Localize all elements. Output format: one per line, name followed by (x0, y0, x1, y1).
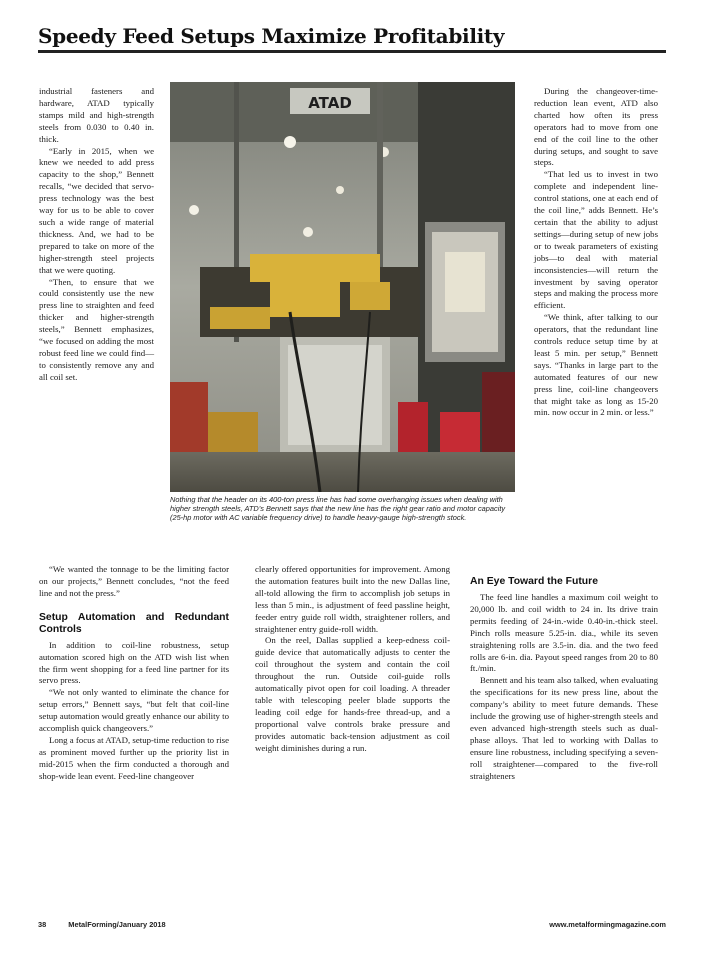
paragraph: Long a focus at ATAD, setup-time reduction to rise as prominent moved further up the priority list in mid-2015 when the firm conducted a thorough and shop-wide lean event. Feed-line changeover (39, 734, 229, 781)
section-heading: Setup Automation and Redundant Controls (39, 611, 229, 635)
page-title: Speedy Feed Setups Maximize Profitability (38, 24, 505, 48)
column-2 (255, 564, 450, 755)
paragraph: “Early in 2015, when we knew we needed to add press capacity to the shop,” Bennett recalls, “we decided that servo-press technology was the best way for us to be able to cover such a wide range of material thickness. And, we had to be prepared to take on more of the higher-strength steel projects that we were quoting. (39, 145, 154, 275)
paragraph: clearly offered opportunities for improvement. Among the automation features built into the new Dallas line, all-told allowing the firm to accomplish job setups in less than 5 min., is adjustment of feed passline height, feeder entry guide roll width, straightener rollers, and straightener entry guide-roll width. (255, 564, 450, 634)
column-1 (39, 86, 154, 384)
paragraph: “Then, to ensure that we could consistently use the new press line to straighten and feed thicker and higher-strength steels,” Bennett emphasizes, “we focused on adding the most robust feed line we could find—to consistently remove any and all coil set. (39, 276, 154, 382)
publication-issue: MetalForming/January 2018 (68, 920, 166, 929)
paragraph: Bennett and his team also talked, when evaluating the specifications for its new press line, about the company’s ability to meet future demands. These include the growing use of higher-strength steels and even advanced high-strength steels such as dual-phase alloys. That led to working with Dallas to ensure line robustness, including specifying a seven-roll straightener—compared to the five-roll straighteners (470, 675, 658, 781)
page-number: 38 (38, 920, 47, 929)
photo-caption: Nothing that the header on its 400-ton press line has had some overhanging issues when dealing with higher strength steels, ATD’s Bennett says that the new line has the right gear ratio and motor capacity (25-hp motor with AC variable frequency drive) to handle heavy-gauge high-strength stock. (170, 495, 506, 523)
paragraph: industrial fasteners and hardware, ATAD typically stamps mild and high-strength steels from 0.030 to 0.40 in. thick. (39, 86, 154, 144)
paragraph: During the changeover-time-reduction lean event, ATD also charted how often its press operators had to move from one end of the coil line to the other during setups, and sought to save steps. (534, 86, 658, 168)
website-url: www.metalformingmagazine.com (549, 920, 666, 929)
paragraph: The feed line handles a maximum coil weight to 20,000 lb. and coil width to 24 in. Its drive train permits feeding of 24-in.-wide 0.40-in.-thick steel. Pinch rolls measure 5.25-in. dia., while its seven straightening rolls are 3.5-in. dia. and the two feed rolls are 6-in. dia. Payout speed ranges from 20 to 80 ft./min. (470, 592, 658, 674)
paragraph: “That led us to invest in two complete and independent line-control stations, one at each end of the coil line,” adds Bennett. He’s certain that the ability to adjust settings—during setup of new jobs or to tweak parameters of existing jobs—to deal with material inconsistencies—will return the investment by saving operator steps and making the process more efficient. (534, 169, 658, 311)
press-line-photo (170, 82, 515, 492)
column-1-lower (39, 564, 229, 783)
page-footer (38, 920, 666, 932)
title-rule (38, 50, 666, 53)
sign-text: ATAD (308, 94, 352, 112)
press-line-illustration (170, 82, 515, 492)
column-3 (534, 86, 658, 419)
column-3-lower (470, 564, 658, 783)
paragraph: In addition to coil-line robustness, setup automation scored high on the ATD wish list when the firm went shopping for a feed line partner for its servo press. (39, 639, 229, 686)
paragraph: “We not only wanted to eliminate the chance for setup errors,” Bennett says, “but felt that coil-line setup automation would greatly enhance our ability to accomplish quick changeovers.” (39, 687, 229, 734)
paragraph: “We wanted the tonnage to be the limiting factor on our projects,” Bennett concludes, “not the feed line and not the press.” (39, 564, 229, 598)
paragraph: “We think, after talking to our operators, that the redundant line controls reduce setup time by at least 5 min. per setup,” Bennett says. “Thanks in large part to the automated features of our new press line, coil-line changeovers that might take as long as 15-20 min. now occur in 2 min. or less.” (534, 312, 658, 418)
footer-left (38, 920, 166, 929)
paragraph: On the reel, Dallas supplied a keep-edness coil-guide device that automatically adjusts to center the coil throughout the system and contain the coil throughout the run. Outside coil-guide rolls automatically pivot open for coil loading. A threader table with telescoping peeler blade supports the leading coil edge for hands-free thread-up, and a proportional valve controls brake pressure and provides automatic back-tension adjustment as coil weight diminishes during a run. (255, 635, 450, 753)
section-heading: An Eye Toward the Future (470, 576, 598, 587)
